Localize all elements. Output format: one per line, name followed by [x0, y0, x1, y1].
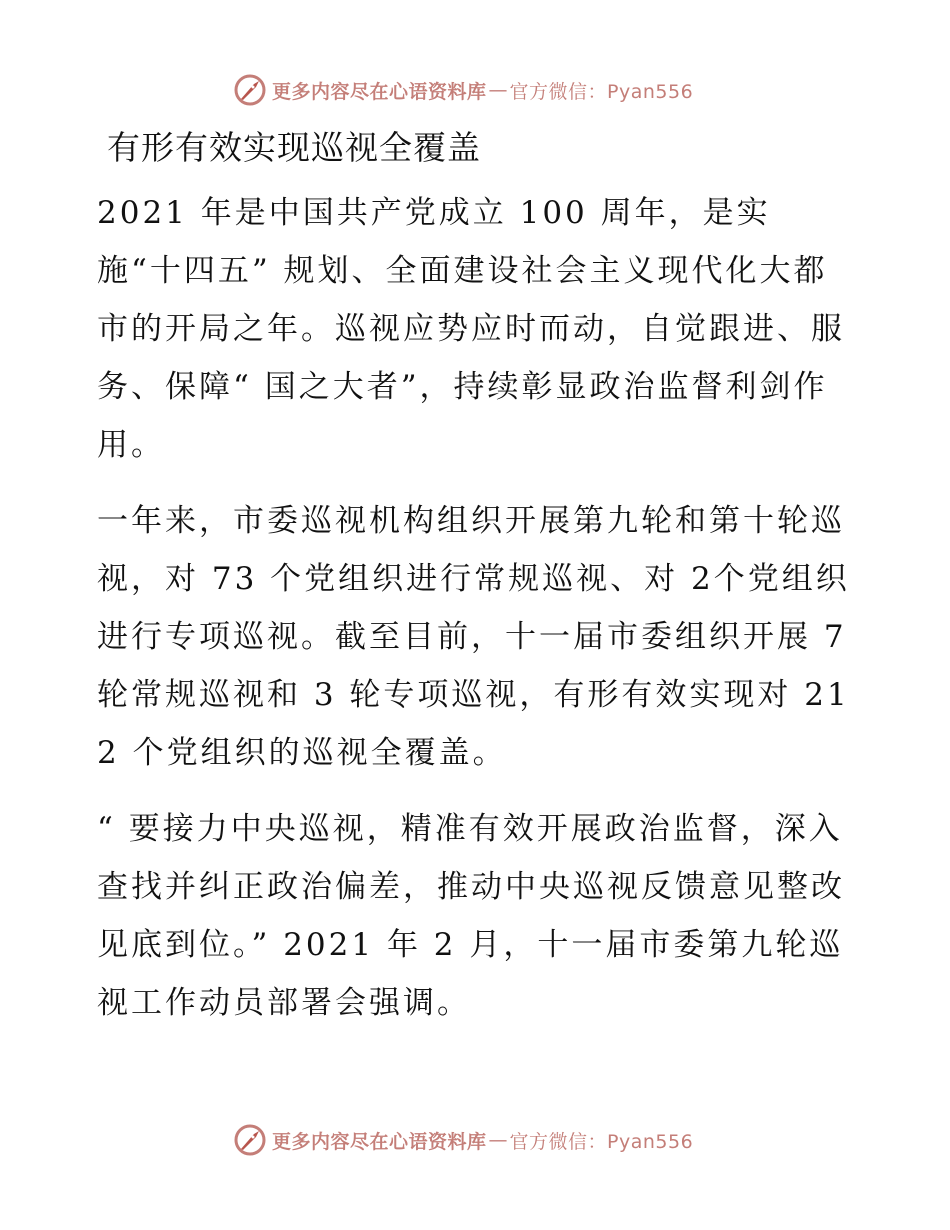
- paragraph-3: “ 要接力中央巡视，精准有效开展政治监督，深入查找并纠正政治偏差，推动中央巡视反馈意见整改见底到位。” 2021 年 2 月，十一届市委第九轮巡视工作动员部署会强调。: [97, 811, 845, 1021]
- paragraph-1: 2021 年是中国共产党成立 100 周年，是实施“十四五” 规划、全面建设社会主义现代化大都市的开局之年。巡视应势应时而动，自觉跟进、服务、保障“ 国之大者”，持续彰显政治监督利剑作用。: [97, 195, 845, 463]
- pen-nib-circle-icon: [232, 1122, 268, 1158]
- watermark-contact: 官方微信：Pyan556: [509, 80, 694, 103]
- header-watermark: [232, 72, 693, 108]
- pen-nib-circle-icon: [232, 72, 268, 108]
- watermark-contact: 官方微信：Pyan556: [509, 1130, 694, 1153]
- watermark-dash: —: [488, 79, 508, 101]
- watermark-text: 更多内容尽在心语资料库: [272, 80, 487, 103]
- watermark-text: 更多内容尽在心语资料库: [272, 1130, 487, 1153]
- footer-watermark: [232, 1122, 693, 1158]
- document-body: [97, 122, 857, 1050]
- document-title: 有形有效实现巡视全覆盖: [107, 128, 481, 167]
- watermark-dash: —: [488, 1129, 508, 1151]
- paragraph-2: 一年来，市委巡视机构组织开展第九轮和第十轮巡视，对 73 个党组织进行常规巡视、对 2个党组织进行专项巡视。截至目前，十一届市委组织开展 7 轮常规巡视和 3 轮专项巡视，有形有效实现对 212 个党组织的巡视全覆盖。: [97, 503, 850, 771]
